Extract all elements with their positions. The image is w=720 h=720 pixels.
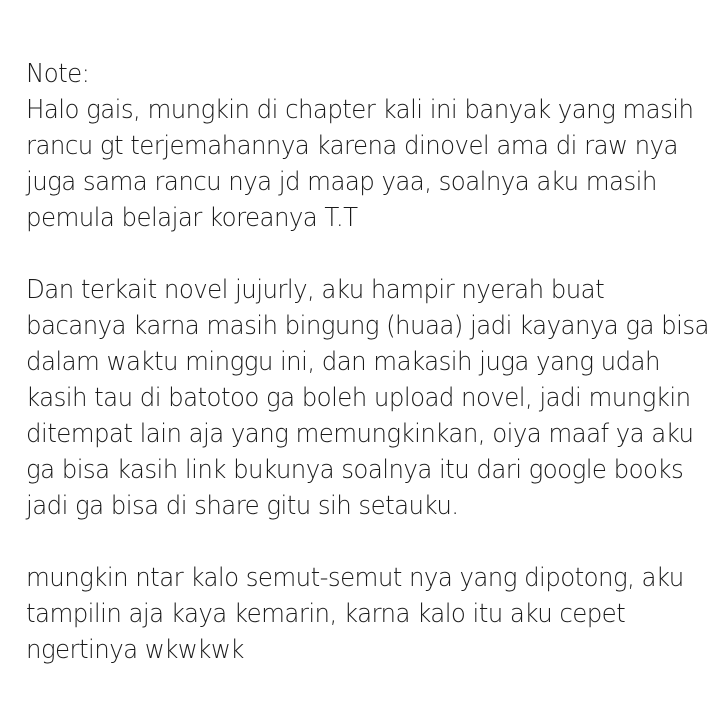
note-line: dalam waktu minggu ini, dan makasih juga yang udah bbox=[26, 347, 660, 377]
note-heading: Note: bbox=[26, 59, 90, 89]
note-line: ditempat lain aja yang memungkinkan, oiya maaf ya aku bbox=[26, 419, 694, 449]
note-line: pemula belajar koreanya T.T bbox=[26, 203, 358, 233]
note-line: ga bisa kasih link bukunya soalnya itu dari google books bbox=[26, 455, 684, 485]
note-line: Halo gais, mungkin di chapter kali ini banyak yang masih bbox=[26, 95, 694, 125]
note-line: bacanya karna masih bingung (huaa) jadi kayanya ga bisa bbox=[26, 311, 709, 341]
note-line: juga sama rancu nya jd maap yaa, soalnya aku masih bbox=[26, 167, 657, 197]
paragraph-gap bbox=[26, 236, 679, 272]
note-line: rancu gt terjemahannya karena dinovel ama di raw nya bbox=[26, 131, 678, 161]
note-line: Dan terkait novel jujurly, aku hampir nyerah buat bbox=[26, 275, 605, 305]
note-line: tampilin aja kaya kemarin, karna kalo itu aku cepet bbox=[26, 599, 626, 629]
note-line: kasih tau di batotoo ga boleh upload novel, jadi mungkin bbox=[26, 383, 691, 413]
paragraph-gap bbox=[26, 524, 679, 560]
note-line: jadi ga bisa di share gitu sih setauku. bbox=[26, 491, 459, 521]
note-line: ngertinya wkwkwk bbox=[26, 635, 244, 665]
note-line: mungkin ntar kalo semut-semut nya yang dipotong, aku bbox=[26, 563, 684, 593]
translator-note bbox=[26, 56, 709, 668]
